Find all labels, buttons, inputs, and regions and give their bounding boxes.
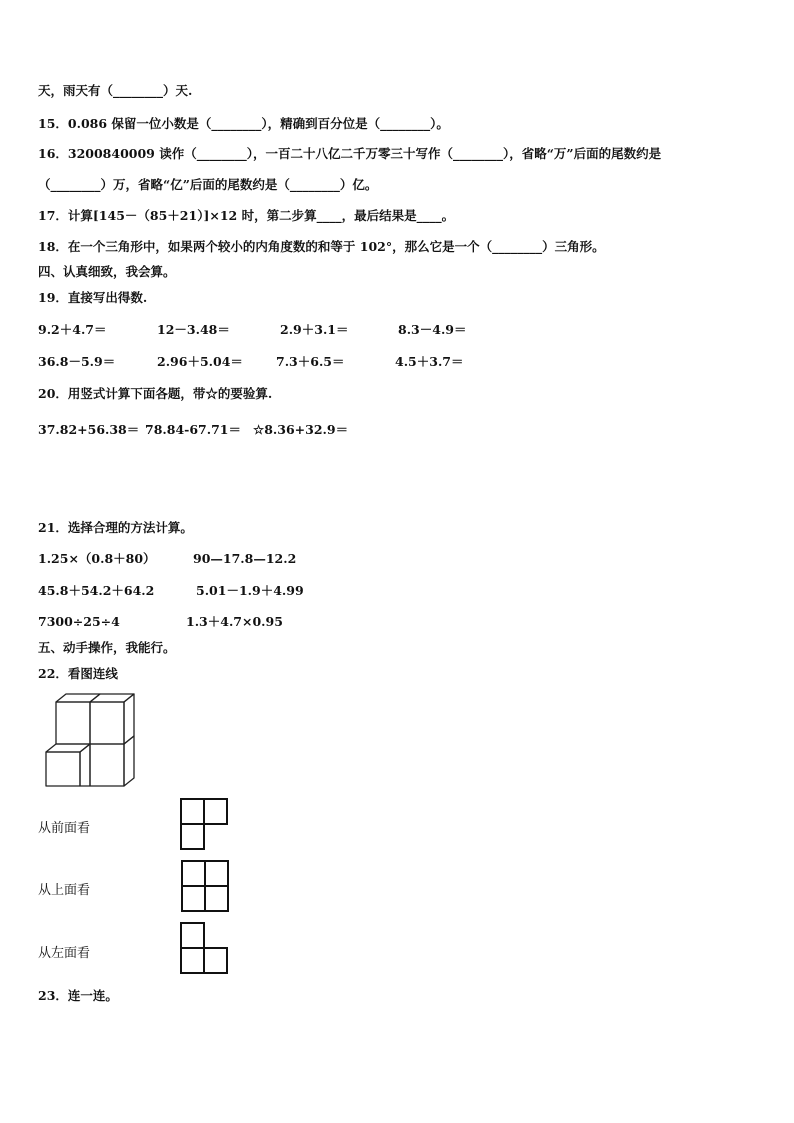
q21-item-1: 1.25×（0.8＋80）: [38, 551, 156, 566]
q21-item-6: 1.3＋4.7×0.95: [186, 614, 283, 629]
q20-item-3: ☆8.36+32.9＝: [253, 422, 349, 437]
question-23: 23．连一连。: [38, 988, 118, 1003]
question-18: 18．在一个三角形中，如果两个较小的内角度数的和等于 102°，那么它是一个（________）三角形。: [38, 239, 605, 254]
question-16-line2: （________）万，省略“亿”后面的尾数约是（________）亿。: [38, 177, 378, 192]
view-shape-2: [181, 860, 231, 914]
q19-item-1: 9.2＋4.7＝: [38, 322, 107, 337]
question-22: 22．看图连线: [38, 666, 118, 681]
q21-item-4: 5.01－1.9＋4.99: [196, 583, 304, 598]
q20-item-1: 37.82+56.38＝: [38, 422, 140, 437]
view-shape-3: [180, 922, 230, 976]
line-rain-days: 天，雨天有（________）天.: [38, 83, 193, 98]
q19-item-3: 2.9＋3.1＝: [280, 322, 349, 337]
section-4-heading: 四、认真细致，我会算。: [38, 264, 176, 279]
view-label-left: 从左面看: [38, 946, 91, 961]
question-16-line1: 16．3200840009 读作（________），一百二十八亿二千万零三十写作（________），省略“万”后面的尾数约是: [38, 146, 662, 161]
q20-item-2: 78.84-67.71＝: [145, 422, 241, 437]
q19-item-2: 12－3.48＝: [157, 322, 230, 337]
q19-item-7: 7.3＋6.5＝: [276, 354, 345, 369]
q19-item-5: 36.8－5.9＝: [38, 354, 116, 369]
q19-item-4: 8.3－4.9＝: [398, 322, 467, 337]
question-21: 21．选择合理的方法计算。: [38, 520, 193, 535]
question-19: 19．直接写出得数.: [38, 290, 148, 305]
view-label-top: 从上面看: [38, 883, 91, 898]
q19-item-8: 4.5＋3.7＝: [395, 354, 464, 369]
section-5-heading: 五、动手操作，我能行。: [38, 640, 176, 655]
q21-item-2: 90—17.8—12.2: [193, 551, 297, 566]
q19-item-6: 2.96＋5.04＝: [157, 354, 243, 369]
cube-solid-figure: [38, 692, 138, 788]
question-20: 20．用竖式计算下面各题，带☆的要验算.: [38, 386, 273, 401]
q21-item-3: 45.8＋54.2＋64.2: [38, 583, 155, 598]
view-label-front: 从前面看: [38, 821, 91, 836]
question-17: 17．计算[145－（85＋21）]×12 时，第二步算____，最后结果是____。: [38, 208, 455, 223]
view-shape-1: [180, 798, 230, 852]
question-15: 15．0.086 保留一位小数是（________），精确到百分位是（________）。: [38, 116, 449, 131]
q21-item-5: 7300÷25÷4: [38, 614, 120, 629]
